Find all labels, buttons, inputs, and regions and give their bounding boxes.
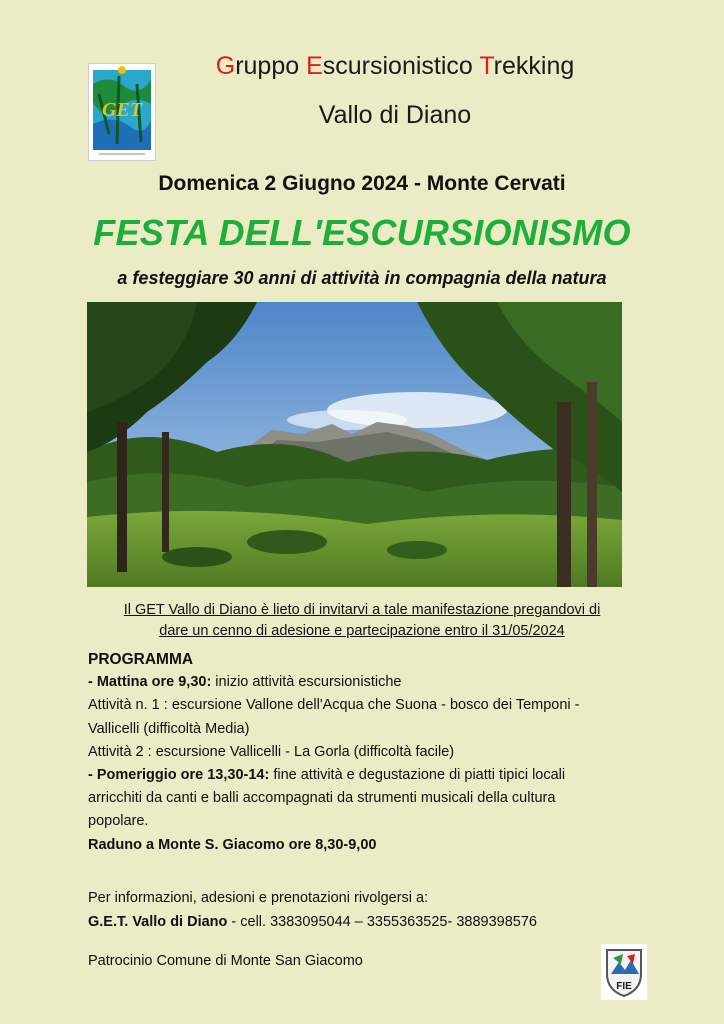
program-morning-text: inizio attività escursionistiche [211, 674, 402, 691]
event-date-line: Domenica 2 Giugno 2024 - Monte Cervati [158, 172, 566, 195]
program-afternoon-line-2: arricchiti da canti e balli accompagnati da strumenti musicali della cultura [88, 790, 556, 807]
group-location: Vallo di Diano [318, 101, 472, 129]
invitation-line-2: dare un cenno di adesione e partecipazione entro il 31/05/2024 [159, 623, 565, 639]
program-activity-1-line-1: Attività n. 1 : escursione Vallone dell'Acqua che Suona - bosco dei Temponi - [88, 697, 580, 714]
group-name-word-2: scursionistico [322, 52, 480, 80]
patronage-text: Patrocinio Comune di Monte San Giacomo [88, 953, 363, 969]
invitation-text [100, 600, 624, 642]
program-activity-1-line-2: Vallicelli (difficoltà Media) [88, 720, 250, 737]
event-subtitle: a festeggiare 30 anni di attività in compagnia della natura [117, 268, 607, 288]
program-meeting-point-text: Raduno a Monte S. Giacomo ore 8,30-9,00 [88, 836, 377, 853]
group-name [150, 52, 640, 81]
contact-section [88, 886, 648, 934]
group-name-word-1: ruppo [235, 52, 307, 80]
group-name-initial-t: T [479, 52, 494, 80]
program-afternoon-label: - Pomeriggio ore 13,30-14: [88, 767, 270, 784]
contact-intro: Per informazioni, adesioni e prenotazioni rivolgersi a: [88, 890, 429, 906]
program-activity-2: Attività 2 : escursione Vallicelli - La Gorla (difficoltà facile) [88, 743, 455, 760]
program-afternoon [88, 764, 648, 787]
contact-label: G.E.T. Vallo di Diano [88, 914, 228, 930]
program-heading: PROGRAMMA [88, 651, 194, 668]
contact-phones: - cell. 3383095044 – 3355363525- 3889398576 [227, 914, 537, 930]
invitation-line-1: Il GET Vallo di Diano è lieto di invitarvi a tale manifestazione pregandovi di [123, 602, 601, 618]
fie-logo-text: FIE [616, 981, 632, 992]
landscape-photo [87, 302, 622, 587]
get-logo [88, 63, 156, 161]
get-logo-text: GET [102, 99, 142, 121]
program-afternoon-line-3: popolare. [88, 813, 149, 830]
group-name-word-3: rekking [493, 52, 575, 80]
fie-logo [601, 944, 647, 1000]
program-morning-label: - Mattina ore 9,30: [88, 674, 212, 691]
event-title: FESTA DELL'ESCURSIONISMO [93, 212, 631, 253]
program-afternoon-text: fine attività e degustazione di piatti tipici locali [269, 767, 566, 784]
program-meeting-point [88, 834, 648, 857]
program-morning [88, 671, 648, 694]
group-name-initial-e: E [306, 52, 323, 80]
group-name-initial-g: G [215, 52, 236, 80]
program-section [88, 648, 648, 857]
contact-details [88, 910, 648, 934]
